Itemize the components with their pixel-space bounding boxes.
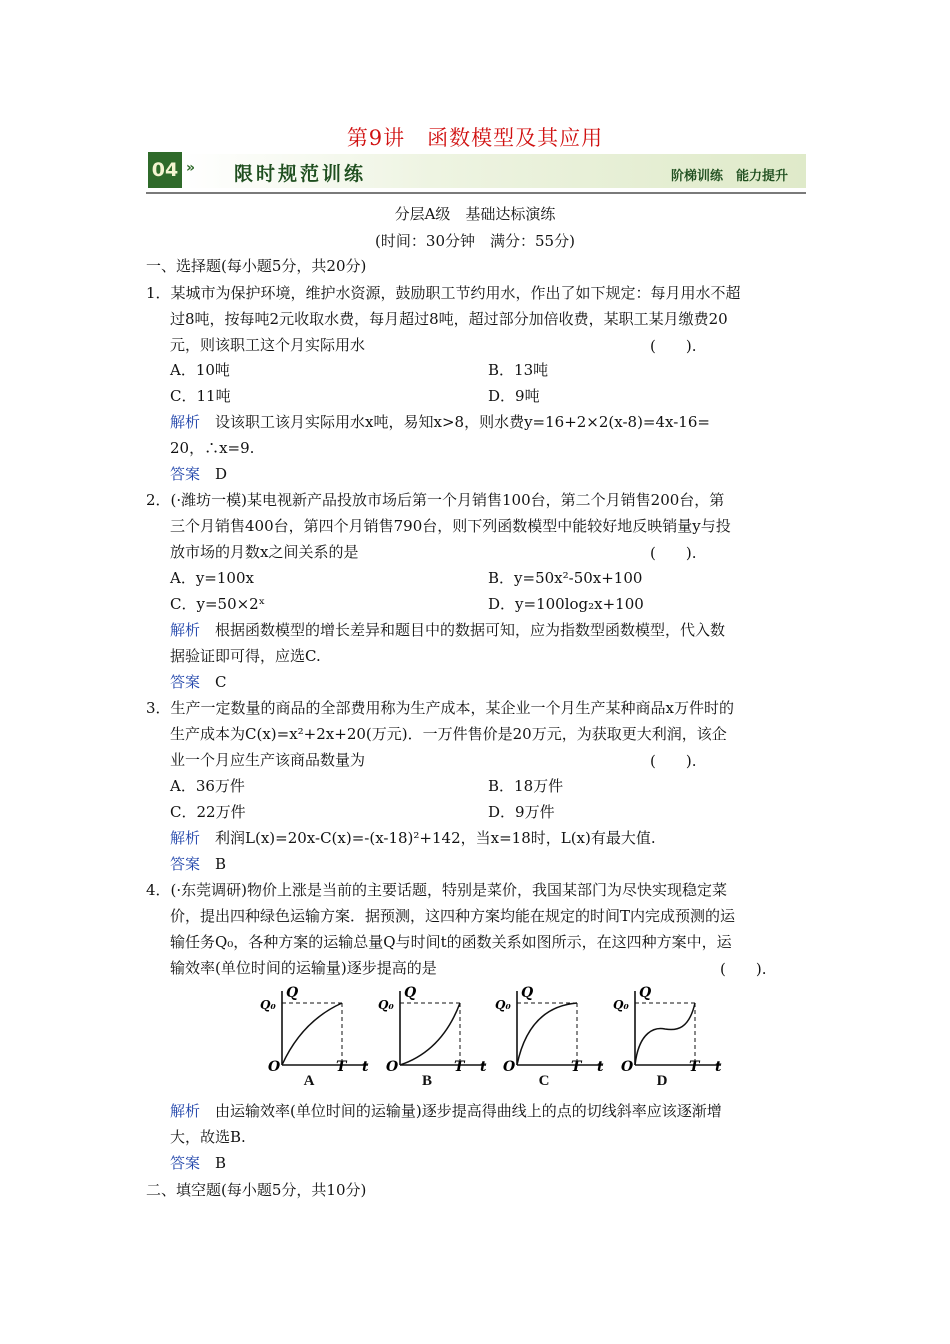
q3-answer: [170, 854, 226, 874]
banner-number: 04: [148, 152, 182, 188]
analysis-label: 解析: [170, 621, 201, 639]
q1-option-d: D．9吨: [488, 387, 540, 405]
q2-option-c: C．y=50×2ˣ: [170, 595, 266, 613]
graph-a-origin: O: [268, 1059, 281, 1071]
graph-d-q-label: Q: [639, 985, 652, 1001]
q4-answer-value: B: [215, 1154, 227, 1172]
graph-a-q-label: Q: [286, 985, 299, 1001]
q3-option-d: D．9万件: [488, 803, 555, 821]
q4-analysis-text: 由运输效率(单位时间的运输量)逐步提高得曲线上的点的切线斜率应该逐渐增: [215, 1102, 722, 1120]
banner-divider: [146, 192, 806, 194]
q4-stem-line1: 4．(·东莞调研)物价上涨是当前的主要话题，特别是菜价，我国某部门为尽快实现稳定菜: [146, 881, 728, 899]
q2-stem-line2: 三个月销售400台，第四个月销售790台，则下列函数模型中能较好地反映销量y与投: [170, 517, 731, 535]
q2-option-a: A．y=100x: [170, 569, 254, 587]
graph-b-curve: [400, 1003, 460, 1065]
graph-d-label: D: [656, 1073, 668, 1089]
graph-a-curve: [282, 1003, 342, 1065]
q3-analysis-line1: [170, 828, 656, 848]
graph-c: [493, 985, 613, 1071]
q2-analysis-line2: 据验证即可得，应选C.: [170, 647, 321, 665]
graph-d-curve: [635, 1003, 695, 1065]
q2-answer-blank: ( ).: [650, 544, 697, 562]
graph-c-label: C: [538, 1073, 550, 1089]
q4-analysis-line2: 大，故选B.: [170, 1128, 246, 1146]
q2-answer: [170, 672, 227, 692]
answer-label: 答案: [170, 673, 201, 691]
graph-c-q0-label: Q₀: [495, 998, 511, 1012]
q1-answer-value: D: [215, 465, 228, 483]
q1-answer: [170, 464, 227, 484]
graph-c-curve: [517, 1003, 577, 1065]
answer-label: 答案: [170, 855, 201, 873]
banner-subtitle: 阶梯训练 能力提升: [670, 169, 788, 184]
section-heading-fill: 二、填空题(每小题5分，共10分): [146, 1181, 367, 1199]
graph-c-t-cap: T: [571, 1059, 582, 1071]
graph-b: [376, 985, 496, 1071]
q2-option-d: D．y=100log₂x+100: [488, 595, 644, 613]
answer-label: 答案: [170, 465, 201, 483]
q1-analysis-text: 设该职工该月实际用水x吨，易知x>8，则水费y=16+2×2(x-8)=4x-16=: [215, 413, 710, 431]
analysis-label: 解析: [170, 413, 201, 431]
graph-a: [258, 985, 378, 1071]
graph-b-label: B: [421, 1073, 432, 1089]
graph-d-t-cap: T: [689, 1059, 700, 1071]
q1-option-c: C．11吨: [170, 387, 231, 405]
section-heading-choice: 一、选择题(每小题5分，共20分): [146, 257, 367, 275]
q3-stem-line3: 业一个月应生产该商品数量为: [170, 751, 366, 769]
graph-c-q-label: Q: [521, 985, 534, 1001]
q3-stem-line1: 3．生产一定数量的商品的全部费用称为生产成本，某企业一个月生产某种商品x万件时的: [146, 699, 735, 717]
q1-analysis-line1: [170, 412, 710, 432]
banner-arrow-icon: »: [186, 160, 196, 176]
graph-a-t-cap: T: [336, 1059, 347, 1071]
q4-stem-line3: 输任务Q₀，各种方案的运输总量Q与时间t的函数关系如图所示，在这四种方案中，运: [170, 933, 732, 951]
q4-answer: [170, 1153, 226, 1173]
page-title: 第9讲 函数模型及其应用: [346, 126, 604, 150]
graph-b-origin: O: [386, 1059, 399, 1071]
q1-analysis-line2: 20，∴x=9.: [170, 439, 255, 457]
analysis-label: 解析: [170, 1102, 201, 1120]
graph-c-t: t: [597, 1059, 604, 1071]
q2-option-b: B．y=50x²-50x+100: [488, 569, 643, 587]
graph-d-t: t: [715, 1059, 722, 1071]
graph-b-q0-label: Q₀: [378, 998, 394, 1012]
q3-option-c: C．22万件: [170, 803, 246, 821]
level-title: 分层A级 基础达标演练: [394, 205, 556, 223]
q4-answer-blank: ( ).: [720, 960, 767, 978]
graph-d-origin: O: [621, 1059, 634, 1071]
graph-a-t: t: [362, 1059, 369, 1071]
section-banner: [146, 150, 806, 194]
q2-stem-line3: 放市场的月数x之间关系的是: [170, 543, 359, 561]
q1-option-b: B．13吨: [488, 361, 549, 379]
q3-option-b: B．18万件: [488, 777, 564, 795]
graph-d-q0-label: Q₀: [613, 998, 629, 1012]
q4-stem-line4: 输效率(单位时间的运输量)逐步提高的是: [170, 959, 437, 977]
q2-answer-value: C: [215, 673, 227, 691]
graph-b-t-cap: T: [454, 1059, 465, 1071]
graph-d: [611, 985, 731, 1071]
q3-option-a: A．36万件: [170, 777, 245, 795]
q4-stem-line2: 价，提出四种绿色运输方案．据预测，这四种方案均能在规定的时间T内完成预测的运: [170, 907, 736, 925]
graph-a-q0-label: Q₀: [260, 998, 276, 1012]
graph-b-t: t: [480, 1059, 487, 1071]
q3-answer-blank: ( ).: [650, 752, 697, 770]
q2-analysis-line1: [170, 620, 725, 640]
q1-stem-line1: 1．某城市为保护环境，维护水资源，鼓励职工节约用水，作出了如下规定：每月用水不超: [146, 284, 741, 302]
q3-analysis-text: 利润L(x)=20x-C(x)=-(x-18)²+142，当x=18时，L(x)有最大值.: [215, 829, 656, 847]
q1-answer-blank: ( ).: [650, 337, 697, 355]
q1-option-a: A．10吨: [170, 361, 230, 379]
graph-a-label: A: [303, 1073, 315, 1089]
time-info: (时间：30分钟 满分：55分): [375, 232, 575, 250]
q2-analysis-text: 根据函数模型的增长差异和题目中的数据可知，应为指数型函数模型，代入数: [215, 621, 726, 639]
graph-c-origin: O: [503, 1059, 516, 1071]
analysis-label: 解析: [170, 829, 201, 847]
answer-label: 答案: [170, 1154, 201, 1172]
q2-stem-line1: 2．(·潍坊一模)某电视新产品投放市场后第一个月销售100台，第二个月销售200台，第: [146, 491, 725, 509]
banner-title: 限时规范训练: [234, 163, 367, 185]
q1-stem-line3: 元，则该职工这个月实际用水: [170, 336, 366, 354]
graph-b-q-label: Q: [404, 985, 417, 1001]
q4-analysis-line1: [170, 1101, 722, 1121]
q1-stem-line2: 过8吨，按每吨2元收取水费，每月超过8吨，超过部分加倍收费，某职工某月缴费20: [170, 310, 728, 328]
q3-stem-line2: 生产成本为C(x)=x²+2x+20(万元)．一万件售价是20万元，为获取更大利润，该企: [170, 725, 727, 743]
q3-answer-value: B: [215, 855, 227, 873]
